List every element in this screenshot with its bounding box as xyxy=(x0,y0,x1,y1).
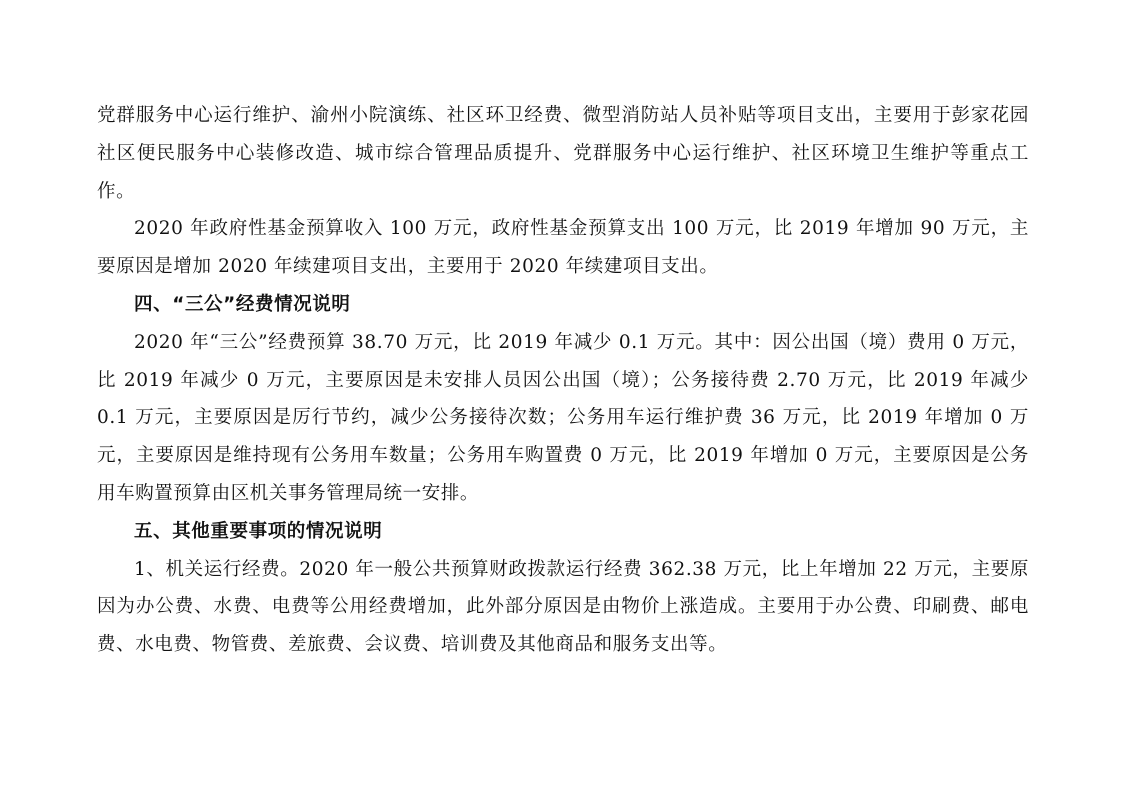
paragraph-operating-expenses: 1、机关运行经费。2020 年一般公共预算财政拨款运行经费 362.38 万元，比上年增加 22 万元，主要原因为办公费、水费、电费等公用经费增加，此外部分原因是由物价上涨造成。主要用于办公费、印刷费、邮电费、水电费、物管费、差旅费、会议费、培训费及其他商品和服务支出等。 xyxy=(97,558,1029,656)
section-heading-three-public-expenses: 四、“三公”经费情况说明 xyxy=(134,293,351,315)
paragraph-three-public-expenses: 2020 年“三公”经费预算 38.70 万元，比 2019 年减少 0.1 万元。其中：因公出国（境）费用 0 万元，比 2019 年减少 0 万元，主要原因是未安排人员因公出国（境）；公务接待费 2.70 万元，比 2019 年减少 0.1 万元，主要原因是厉行节约，减少公务接待次数；公务用车运行维护费 36 万元，比 2019 年增加 0 万元，主要原因是维持现有公务用车数量；公务用车购置费 0 万元，比 2019 年增加 0 万元，主要原因是公务用车购置预算由区机关事务管理局统一安排。 xyxy=(97,331,1029,504)
section-heading-other-matters: 五、其他重要事项的情况说明 xyxy=(134,520,383,542)
paragraph-government-fund-budget: 2020 年政府性基金预算收入 100 万元，政府性基金预算支出 100 万元，比 2019 年增加 90 万元，主要原因是增加 2020 年续建项目支出，主要用于 2020 年续建项目支出。 xyxy=(97,218,1029,278)
paragraph-project-expenditure: 党群服务中心运行维护、渝州小院演练、社区环卫经费、微型消防站人员补贴等项目支出，主要用于彭家花园社区便民服务中心装修改造、城市综合管理品质提升、党群服务中心运行维护、社区环境卫生维护等重点工作。 xyxy=(97,105,1029,202)
document-body xyxy=(97,97,1029,664)
